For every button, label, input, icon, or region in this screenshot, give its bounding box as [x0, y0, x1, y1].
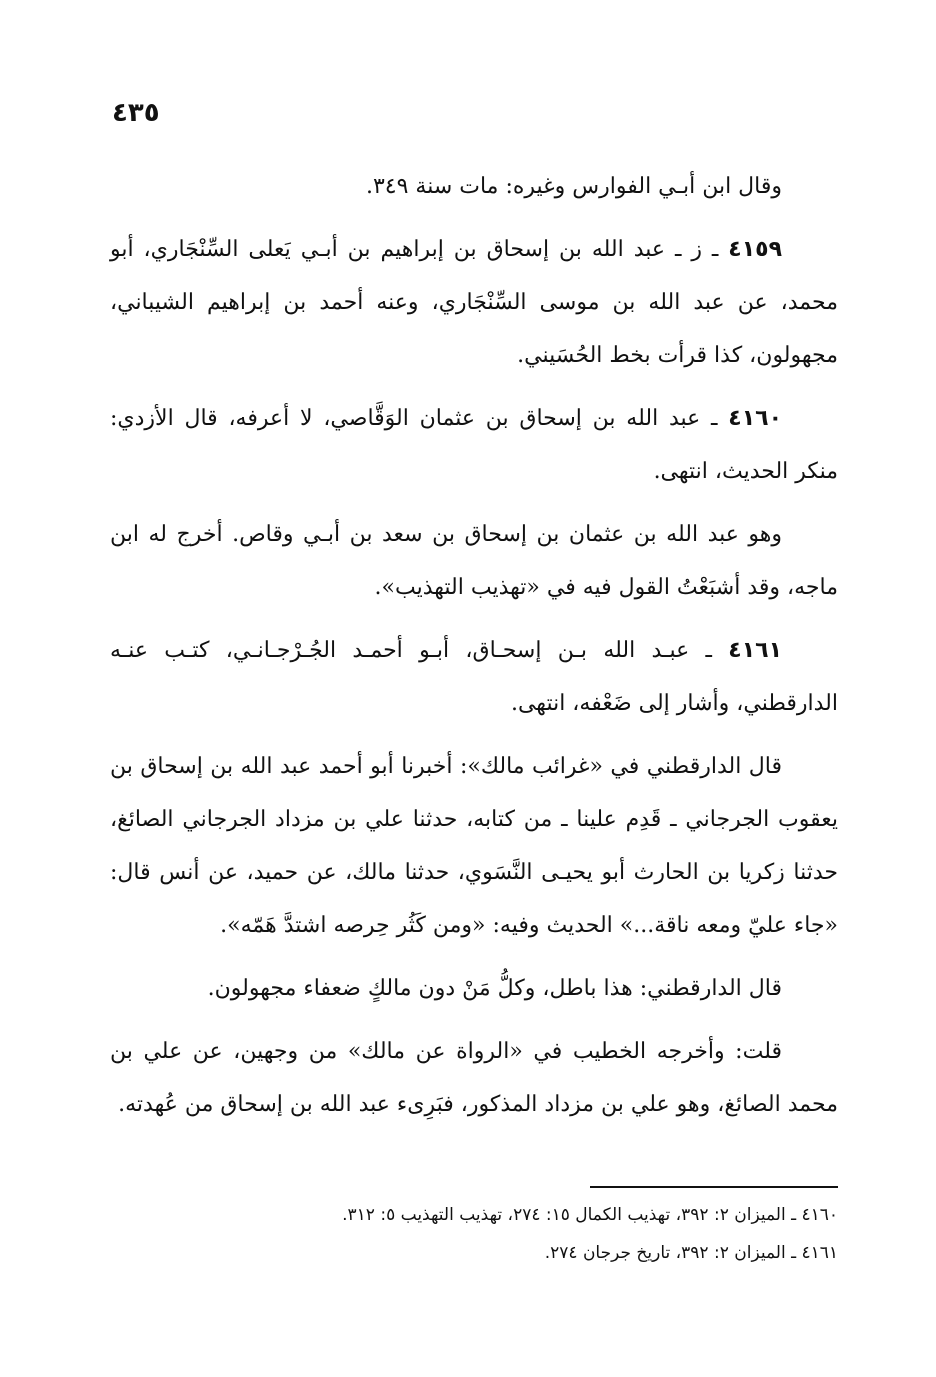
paragraph-8	[110, 1025, 838, 1131]
footnote-divider	[590, 1186, 838, 1188]
footnote-4160: ٤١٦٠ ـ الميزان ٢: ٣٩٢، تهذيب الكمال ١٥: ٢٧٤، تهذيب التهذيب ٥: ٣١٢.	[342, 1205, 838, 1225]
entry-text: ـ عبـد الله بـن إسحـاق، أبـو أحمـد الجُـرْجـانـي، كتـب عنـه الدارقطني، وأشار إلى ضَعْفه، انتهى.	[110, 638, 838, 716]
entry-4159	[110, 223, 838, 382]
main-text	[110, 160, 838, 1141]
paragraph-4	[110, 508, 838, 614]
paragraph-7	[110, 962, 838, 1015]
paragraph-1	[110, 160, 838, 213]
paragraph-text: وهو عبد الله بن عثمان بن إسحاق بن سعد بن أبـي وقاص. أخرج له ابن ماجه، وقد أشبَعْتُ القول فيه في «تهذيب التهذيب».	[110, 522, 838, 600]
footnote-4161: ٤١٦١ ـ الميزان ٢: ٣٩٢، تاريخ جرجان ٢٧٤.	[544, 1243, 838, 1263]
paragraph-text: قال الدارقطني: هذا باطل، وكلُّ مَنْ دون مالكٍ ضعفاء مجهولون.	[207, 976, 782, 1001]
entry-number: ٤١٥٩	[728, 237, 782, 262]
entry-text: ـ عبد الله بن إسحاق بن عثمان الوَقَّاصي، لا أعرفه، قال الأزدي: منكر الحديث، انتهى.	[110, 406, 838, 484]
entry-number: ٤١٦٠	[728, 406, 782, 431]
paragraph-6	[110, 740, 838, 952]
footnotes	[110, 1196, 838, 1272]
page-number: ٤٣٥	[112, 98, 160, 128]
entry-4161	[110, 624, 838, 730]
paragraph-text: قال الدارقطني في «غرائب مالك»: أخبرنا أبو أحمد عبد الله بن إسحاق بن يعقوب الجرجاني ـ قَدِم علينا ـ من كتابه، حدثنا علي بن مزداد الجرجاني الصائغ، حدثنا زكريا بن الحارث أبو يحيـى النَّسَوي، حدثنا مالك، عن حميد، عن أنس قال: «جاء عليّ ومعه ناقة...» الحديث وفيه: «ومن كَثُر حِرصه اشتدَّ هَمّه».	[110, 754, 838, 938]
entry-4160	[110, 392, 838, 498]
paragraph-text: وقال ابن أبـي الفوارس وغيره: مات سنة ٣٤٩.	[365, 174, 782, 199]
entry-number: ٤١٦١	[728, 638, 782, 663]
paragraph-text: قلت: وأخرجه الخطيب في «الرواة عن مالك» من وجهين، عن علي بن محمد الصائغ، وهو علي بن مزداد المذكور، فبَرِىء عبد الله بن إسحاق من عُهدته.	[110, 1039, 838, 1117]
entry-text: ـ ز ـ عبد الله بن إسحاق بن إبراهيم بن أبـي يَعلى السِّنْجَاري، أبو محمد، عن عبد الله بن موسى السِّنْجَاري، وعنه أحمد بن إبراهيم الشيباني، مجهولون، كذا قرأت بخط الحُسَيني.	[110, 237, 838, 368]
